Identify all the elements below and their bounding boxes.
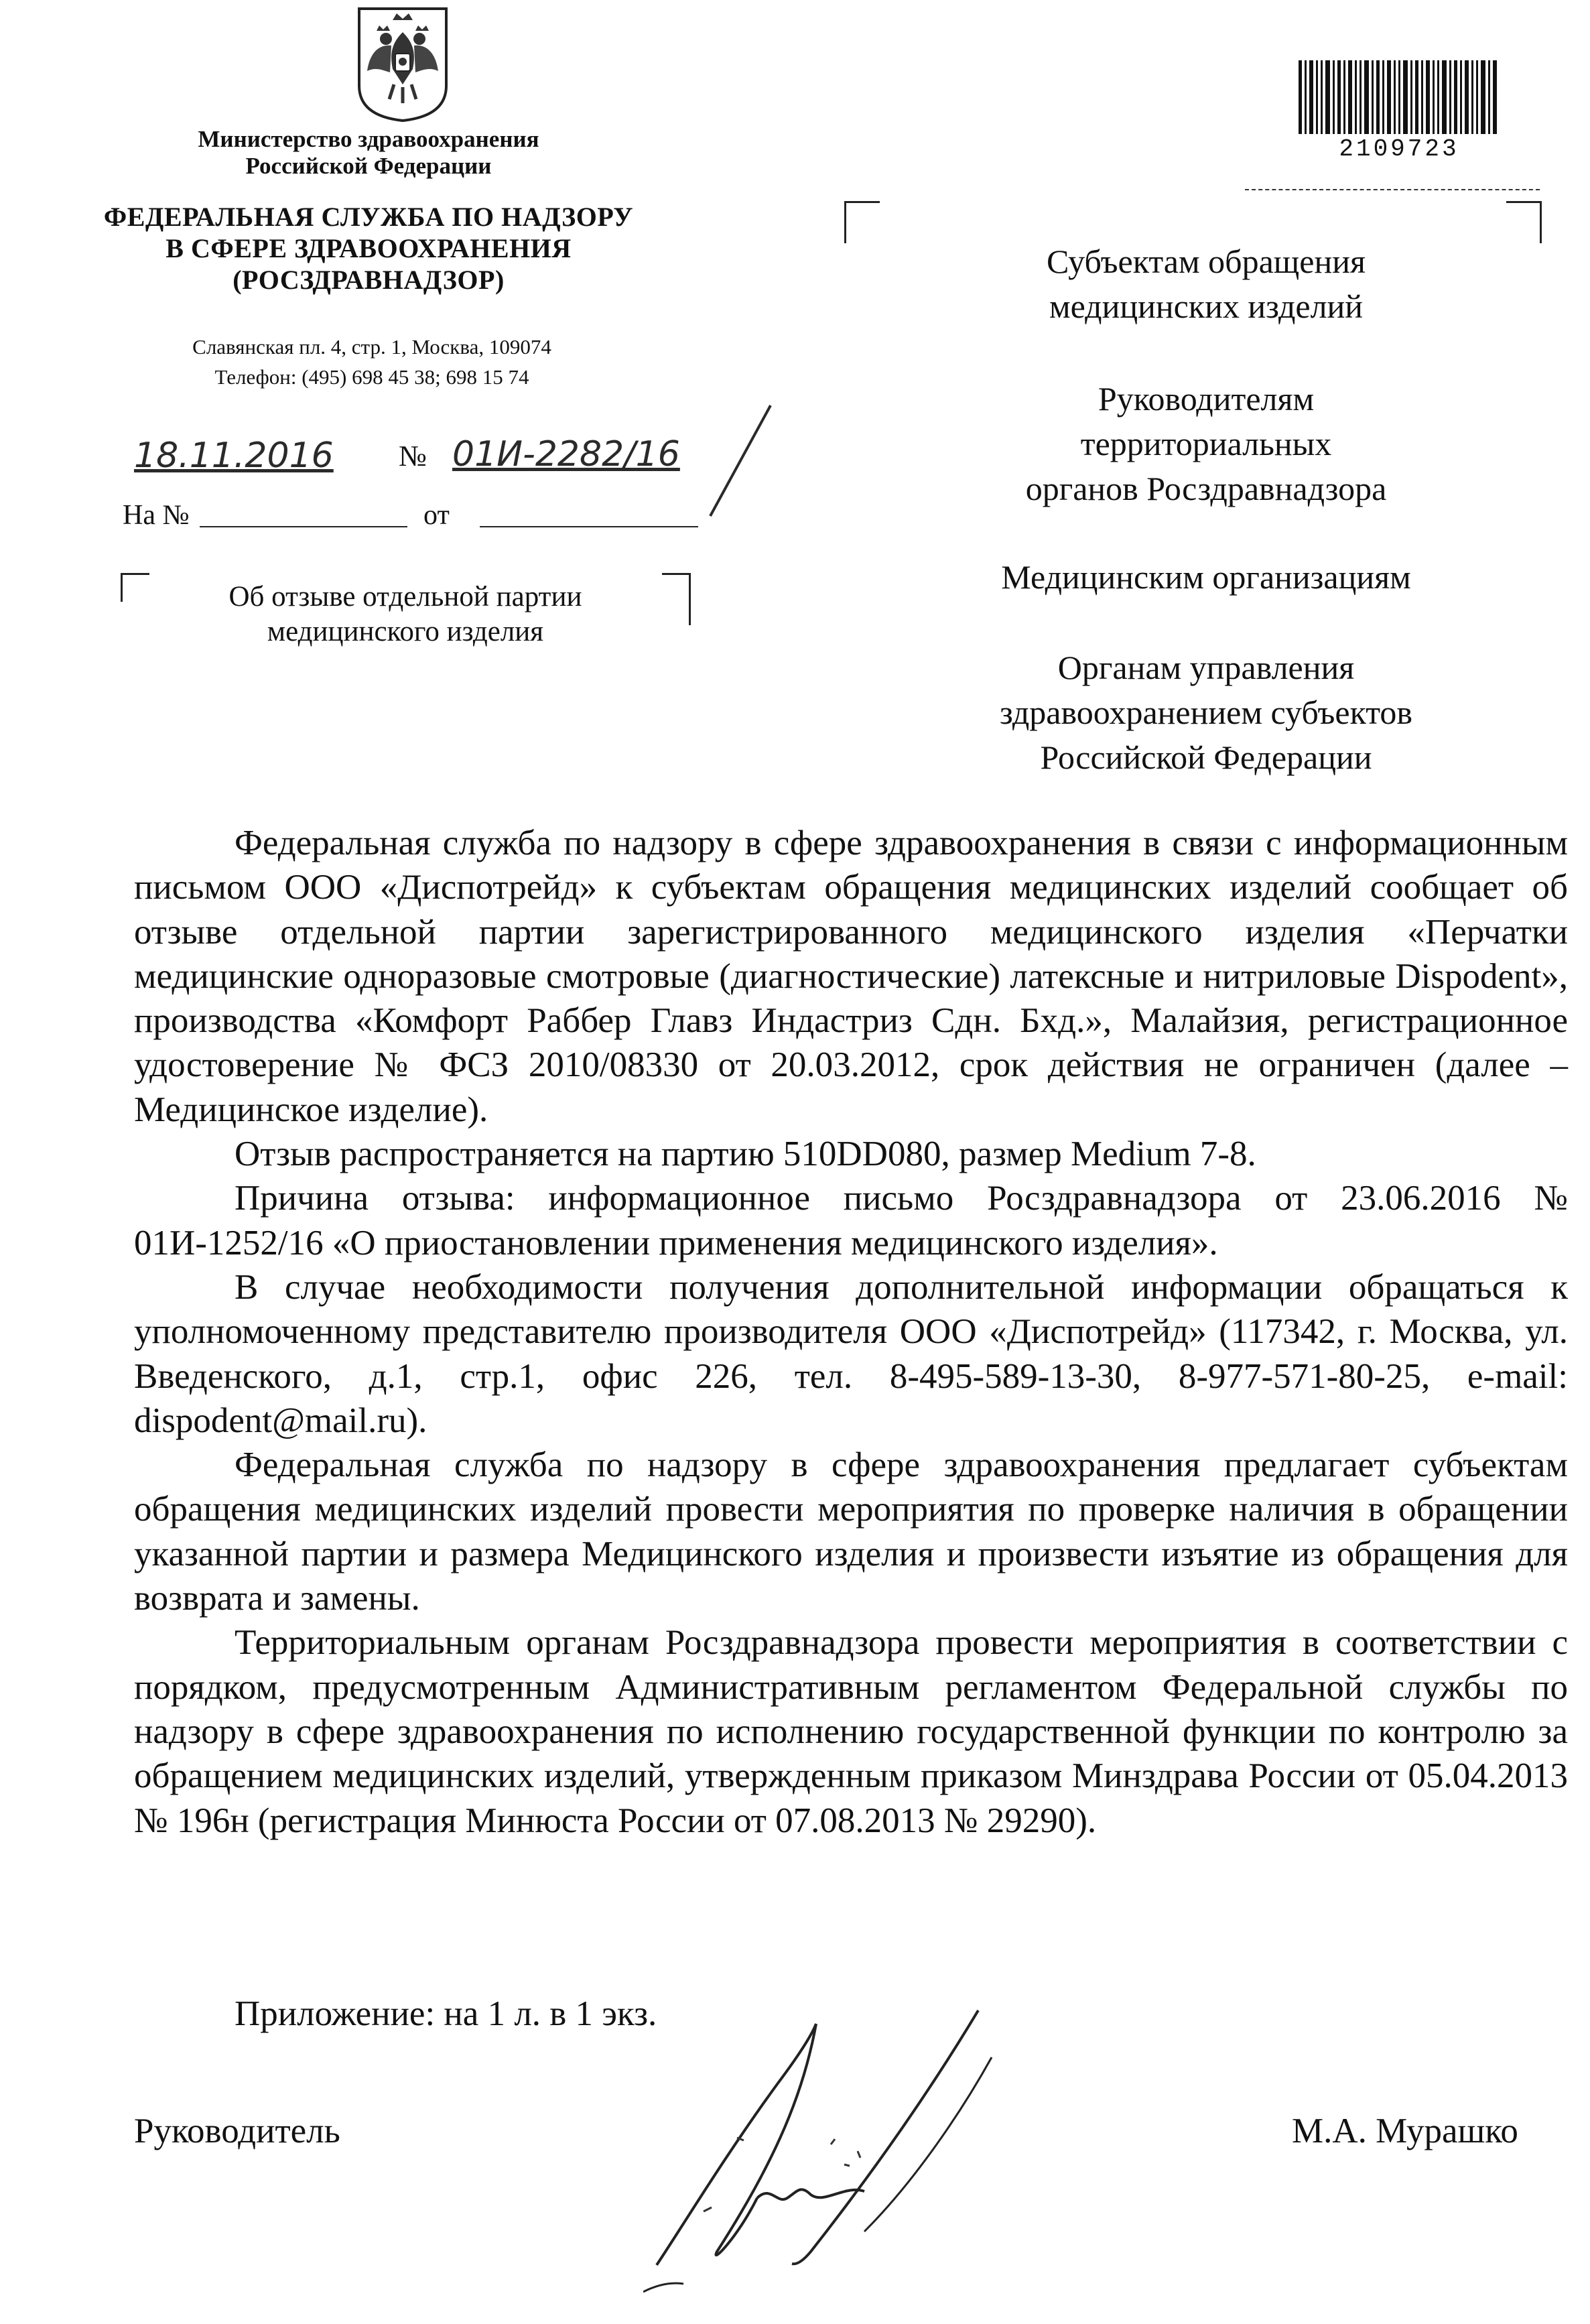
body-paragraph-5: Федеральная служба по надзору в сфере здравоохранения предлагает субъектам обращения медицинских изделий провести мероприятия по проверке наличия в обращении указанной партии и размера Медицинского изделия и произвести изъятие из обращения для возврата и замены. <box>134 1445 1568 1618</box>
body-paragraph-2: Отзыв распространяется на партию 510DD080, размер Medium 7-8. <box>235 1135 1256 1174</box>
sender-address: Славянская пл. 4, стр. 1, Москва, 109074 <box>192 335 551 359</box>
letter-date: 18.11.2016 <box>134 436 334 476</box>
signer-name: М.А. Мурашко <box>1292 2112 1518 2150</box>
addressee-1 <box>925 239 1487 329</box>
addressee-4 <box>925 645 1487 780</box>
barcode-number: 2109723 <box>1339 135 1459 163</box>
addressee-1-line1: Субъектам обращения <box>1047 243 1366 280</box>
addressee-2-line1: Руководителям <box>1098 380 1315 417</box>
barcode-rule <box>1245 189 1540 190</box>
body-paragraph-3: Причина отзыва: информационное письмо Росздравнадзора от 23.06.2016 № 01И-1252/16 «О приостановлении применения медицинского изделия». <box>134 1179 1568 1263</box>
handwritten-signature <box>643 1984 1072 2305</box>
ref-number-blank <box>200 526 407 527</box>
addressee-1-line2: медицинских изделий <box>1049 287 1364 325</box>
subject-bracket-left <box>121 573 149 602</box>
addressee-2-line2: территориальных <box>1080 425 1332 462</box>
addressee-3-line1: Медицинским организациям <box>1001 558 1411 596</box>
letter-body <box>134 821 1568 1843</box>
service-name-line3: (РОСЗДРАВНАДЗОР) <box>233 265 505 295</box>
addressee-bracket-left <box>844 201 880 243</box>
body-paragraph-1: Федеральная служба по надзору в сфере здравоохранения в связи с информационным письмом ООО «Диспотрейд» к субъектам обращения медицинских изделий сообщает об отзыве отдельной партии зарегистрированного медицинского изделия «Перчатки медицинские одноразовые смотровые (диагностические) латексные и нитриловые Dispodent», производства «Комфорт Раббер Главз Индастриз Сдн. Бхд.», Малайзия, регистрационное удостоверение № ФСЗ 2010/08330 от 20.03.2012, срок действия не ограничен (далее – Медицинское изделие). <box>134 824 1568 1129</box>
subject-line1: Об отзыве отдельной партии <box>228 581 582 612</box>
ref-date-blank <box>480 526 698 527</box>
addressee-4-line2: здравоохранением субъектов <box>999 694 1413 731</box>
number-slash-stroke <box>704 402 784 523</box>
addressee-3 <box>925 555 1487 600</box>
service-name-line1: ФЕДЕРАЛЬНАЯ СЛУЖБА ПО НАДЗОРУ <box>103 202 634 232</box>
addressee-2 <box>925 377 1487 511</box>
body-paragraph-4: В случае необходимости получения дополнительной информации обращаться к уполномоченному представителю производителя ООО «Диспотрейд» (117342, г. Москва, ул. Введенского, д.1, стр.1, офис 226, тел. 8-495-589-13-30, 8-977-571-80-25, e-mail: dispodent@mail.ru). <box>134 1267 1568 1440</box>
number-sign: № <box>399 440 427 472</box>
signer-position: Руководитель <box>134 2112 340 2150</box>
sender-phone: Телефон: (495) 698 45 38; 698 15 74 <box>214 365 529 389</box>
addressee-4-line3: Российской Федерации <box>1040 738 1372 776</box>
body-paragraph-6: Территориальным органам Росздравнадзора провести мероприятия в соответствии с порядком, предусмотренным Административным регламентом Федеральной службы по надзору в сфере здравоохранения по исполнению государственной функции по контролю за обращением медицинских изделий, утвержденным приказом Минздрава России от 05.04.2013 № 196н (регистрация Минюста России от 07.08.2013 № 29290). <box>134 1623 1568 1840</box>
addressee-4-line1: Органам управления <box>1057 649 1355 686</box>
attachment-note: Приложение: на 1 л. в 1 экз. <box>235 1994 657 2033</box>
barcode <box>1299 60 1500 134</box>
addressee-2-line3: органов Росздравнадзора <box>1025 470 1387 507</box>
subject-line2: медицинского изделия <box>267 616 544 647</box>
subject <box>161 580 650 649</box>
letter-number: 01И-2282/16 <box>452 434 680 474</box>
service-name-line2: В СФЕРЕ ЗДРАВООХРАНЕНИЯ <box>165 233 572 263</box>
ref-from-label: от <box>423 500 450 531</box>
addressee-bracket-right <box>1506 201 1542 243</box>
ministry-name-line1: Министерство здравоохранения <box>198 126 539 152</box>
coat-of-arms-emblem <box>352 5 453 123</box>
subject-bracket-right <box>662 573 691 625</box>
ref-number-label: На № <box>123 500 190 531</box>
ministry-name-line2: Российской Федерации <box>245 153 492 179</box>
